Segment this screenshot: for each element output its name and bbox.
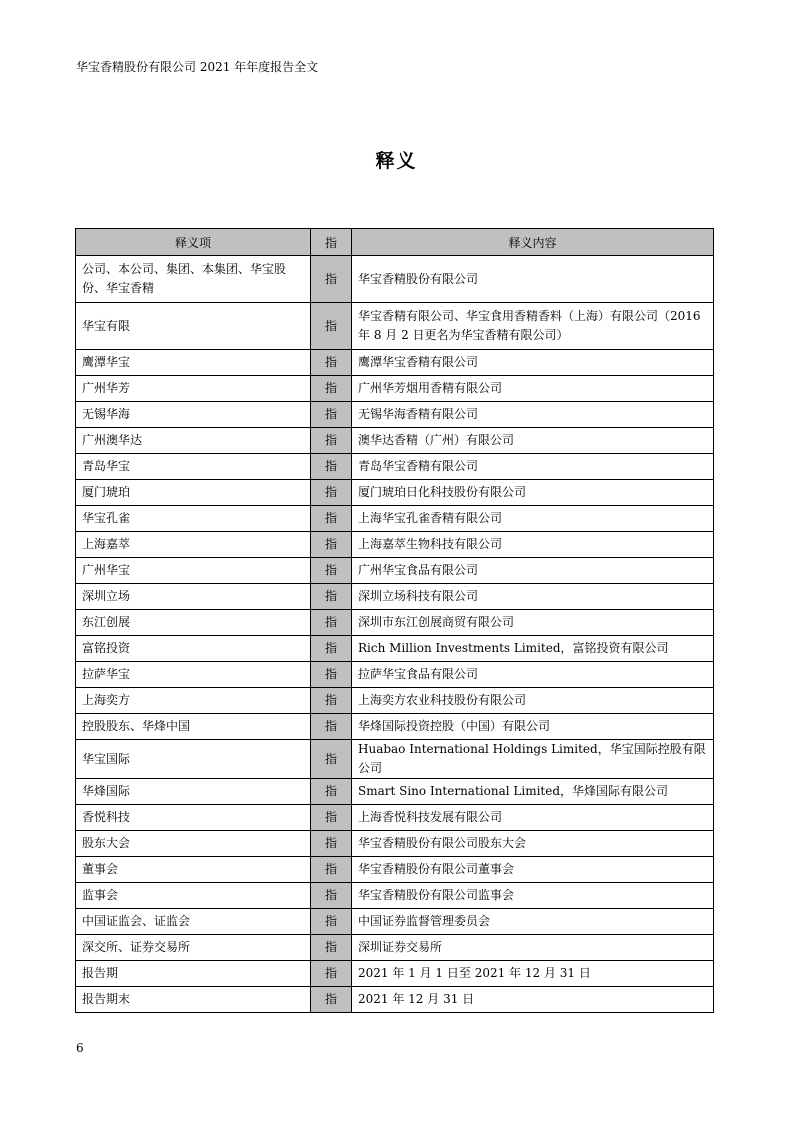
cell-content: 华宝香精有限公司、华宝食用香精香料（上海）有限公司（2016 年 8 月 2 日更名为华宝香精有限公司）	[352, 303, 714, 350]
table-row	[76, 831, 714, 857]
table-row	[76, 662, 714, 688]
cell-content: 华宝香精股份有限公司股东大会	[352, 831, 714, 857]
cell-term: 上海奕方	[76, 688, 311, 714]
document-header: 华宝香精股份有限公司 2021 年年度报告全文	[76, 60, 319, 74]
cell-term: 广州华芳	[76, 376, 311, 402]
cell-content: Smart Sino International Limited，华烽国际有限公司	[352, 779, 714, 805]
table-body	[76, 256, 714, 1013]
table-row	[76, 506, 714, 532]
header-term: 释义项	[76, 229, 311, 256]
cell-content: 广州华宝食品有限公司	[352, 558, 714, 584]
cell-term: 报告期	[76, 961, 311, 987]
cell-mid: 指	[311, 987, 352, 1013]
cell-term: 报告期末	[76, 987, 311, 1013]
cell-content: 上海奕方农业科技股份有限公司	[352, 688, 714, 714]
cell-content: Huabao International Holdings Limited，华宝国际控股有限公司	[352, 740, 714, 779]
cell-term: 华宝孔雀	[76, 506, 311, 532]
cell-content: 鹰潭华宝香精有限公司	[352, 350, 714, 376]
table-row	[76, 610, 714, 636]
cell-mid: 指	[311, 558, 352, 584]
cell-term: 香悦科技	[76, 805, 311, 831]
cell-term: 华宝国际	[76, 740, 311, 779]
cell-content: 上海嘉萃生物科技有限公司	[352, 532, 714, 558]
table-row	[76, 883, 714, 909]
cell-content: Rich Million Investments Limited，富铭投资有限公司	[352, 636, 714, 662]
table-row	[76, 935, 714, 961]
cell-term: 华宝有限	[76, 303, 311, 350]
table-row	[76, 376, 714, 402]
cell-term: 广州华宝	[76, 558, 311, 584]
cell-mid: 指	[311, 714, 352, 740]
cell-content: 华宝香精股份有限公司董事会	[352, 857, 714, 883]
cell-mid: 指	[311, 350, 352, 376]
cell-term: 深交所、证券交易所	[76, 935, 311, 961]
cell-term: 鹰潭华宝	[76, 350, 311, 376]
cell-mid: 指	[311, 610, 352, 636]
page-number: 6	[76, 1041, 84, 1055]
cell-mid: 指	[311, 584, 352, 610]
table-row	[76, 454, 714, 480]
cell-content: 华宝香精股份有限公司监事会	[352, 883, 714, 909]
cell-term: 股东大会	[76, 831, 311, 857]
cell-content: 拉萨华宝食品有限公司	[352, 662, 714, 688]
cell-term: 厦门琥珀	[76, 480, 311, 506]
cell-term: 深圳立场	[76, 584, 311, 610]
table-row	[76, 857, 714, 883]
table-header-row	[76, 229, 714, 256]
table-row	[76, 688, 714, 714]
cell-content: 2021 年 12 月 31 日	[352, 987, 714, 1013]
table-row	[76, 779, 714, 805]
cell-mid: 指	[311, 831, 352, 857]
header-mid: 指	[311, 229, 352, 256]
cell-mid: 指	[311, 402, 352, 428]
definitions-table	[75, 228, 714, 1013]
cell-content: 厦门琥珀日化科技股份有限公司	[352, 480, 714, 506]
cell-mid: 指	[311, 779, 352, 805]
cell-mid: 指	[311, 376, 352, 402]
cell-term: 监事会	[76, 883, 311, 909]
table-row	[76, 805, 714, 831]
cell-content: 中国证券监督管理委员会	[352, 909, 714, 935]
cell-mid: 指	[311, 636, 352, 662]
cell-mid: 指	[311, 883, 352, 909]
cell-mid: 指	[311, 909, 352, 935]
cell-content: 无锡华海香精有限公司	[352, 402, 714, 428]
cell-mid: 指	[311, 454, 352, 480]
cell-mid: 指	[311, 428, 352, 454]
cell-mid: 指	[311, 303, 352, 350]
cell-content: 上海香悦科技发展有限公司	[352, 805, 714, 831]
cell-mid: 指	[311, 857, 352, 883]
cell-term: 无锡华海	[76, 402, 311, 428]
cell-content: 青岛华宝香精有限公司	[352, 454, 714, 480]
table-row	[76, 909, 714, 935]
cell-mid: 指	[311, 256, 352, 303]
cell-mid: 指	[311, 480, 352, 506]
table-row	[76, 428, 714, 454]
cell-mid: 指	[311, 961, 352, 987]
table-row	[76, 303, 714, 350]
cell-term: 广州澳华达	[76, 428, 311, 454]
table-row	[76, 402, 714, 428]
cell-mid: 指	[311, 935, 352, 961]
table-row	[76, 480, 714, 506]
cell-term: 中国证监会、证监会	[76, 909, 311, 935]
cell-content: 深圳市东江创展商贸有限公司	[352, 610, 714, 636]
cell-content: 广州华芳烟用香精有限公司	[352, 376, 714, 402]
cell-content: 华宝香精股份有限公司	[352, 256, 714, 303]
cell-term: 控股股东、华烽中国	[76, 714, 311, 740]
table-row	[76, 350, 714, 376]
cell-mid: 指	[311, 662, 352, 688]
cell-content: 深圳立场科技有限公司	[352, 584, 714, 610]
cell-content: 2021 年 1 月 1 日至 2021 年 12 月 31 日	[352, 961, 714, 987]
cell-mid: 指	[311, 532, 352, 558]
cell-mid: 指	[311, 506, 352, 532]
cell-term: 华烽国际	[76, 779, 311, 805]
cell-mid: 指	[311, 740, 352, 779]
table-row	[76, 714, 714, 740]
table-row	[76, 558, 714, 584]
table-row	[76, 532, 714, 558]
header-content: 释义内容	[352, 229, 714, 256]
cell-mid: 指	[311, 805, 352, 831]
cell-term: 董事会	[76, 857, 311, 883]
cell-term: 公司、本公司、集团、本集团、华宝股份、华宝香精	[76, 256, 311, 303]
cell-content: 澳华达香精（广州）有限公司	[352, 428, 714, 454]
cell-term: 东江创展	[76, 610, 311, 636]
cell-content: 深圳证券交易所	[352, 935, 714, 961]
cell-term: 拉萨华宝	[76, 662, 311, 688]
cell-term: 青岛华宝	[76, 454, 311, 480]
cell-term: 上海嘉萃	[76, 532, 311, 558]
cell-mid: 指	[311, 688, 352, 714]
table-row	[76, 256, 714, 303]
table-row	[76, 584, 714, 610]
table-row	[76, 961, 714, 987]
page-title: 释义	[375, 150, 418, 172]
cell-content: 上海华宝孔雀香精有限公司	[352, 506, 714, 532]
table-row	[76, 987, 714, 1013]
cell-term: 富铭投资	[76, 636, 311, 662]
table-row	[76, 740, 714, 779]
cell-content: 华烽国际投资控股（中国）有限公司	[352, 714, 714, 740]
table-row	[76, 636, 714, 662]
